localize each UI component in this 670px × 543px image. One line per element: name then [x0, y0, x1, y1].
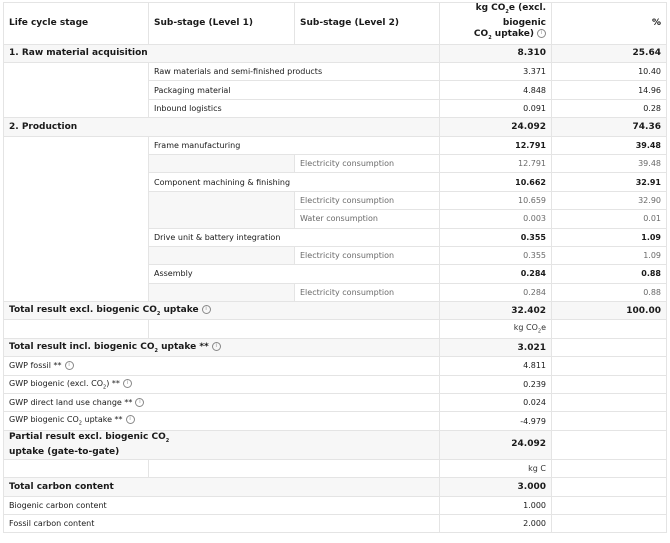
empty-cell [552, 394, 667, 412]
gwp-value: -4.979 [440, 412, 552, 430]
empty-cell [149, 246, 295, 264]
empty-cell [552, 478, 667, 496]
substage-pct: 14.96 [552, 81, 667, 99]
results-table [3, 2, 667, 533]
gwp-label: GWP fossil ** i [4, 357, 440, 375]
level2-value: 0.284 [440, 283, 552, 301]
substage-value: 4.848 [440, 81, 552, 99]
stage-label: 2. Production [4, 118, 440, 136]
empty-cell [4, 459, 149, 477]
info-icon[interactable]: i [65, 361, 74, 370]
gwp-value: 4.811 [440, 357, 552, 375]
empty-cell [552, 514, 667, 532]
substage-value: 10.662 [440, 173, 552, 191]
level2-pct: 0.88 [552, 283, 667, 301]
empty-cell [149, 320, 440, 338]
partial-value: 24.092 [440, 430, 552, 459]
empty-cell [552, 338, 667, 356]
gwp-label: GWP biogenic $CO_2$ uptake ** i [4, 412, 440, 430]
table-row [4, 459, 667, 477]
stage-label: 1. Raw material acquisition [4, 44, 440, 62]
total-incl-label: Total result incl. biogenic $CO_2$ uptake ** i [4, 338, 440, 356]
substage-label: Assembly [149, 265, 440, 283]
unit-label: kg C [440, 459, 552, 477]
info-icon[interactable]: i [202, 305, 211, 314]
gwp-label: GWP direct land use change ** i [4, 394, 440, 412]
total-incl-value: 3.021 [440, 338, 552, 356]
table-row [4, 478, 667, 496]
total-excl-pct: 100.00 [552, 302, 667, 320]
stage-pct: 74.36 [552, 118, 667, 136]
substage-value: 3.371 [440, 62, 552, 80]
substage-pct: 1.09 [552, 228, 667, 246]
substage-label: Inbound logistics [149, 99, 440, 117]
substage-value: 0.355 [440, 228, 552, 246]
table-row [4, 496, 667, 514]
empty-cell [552, 459, 667, 477]
info-icon[interactable]: i [123, 379, 132, 388]
empty-cell [552, 375, 667, 393]
level2-label: Electricity consumption [295, 191, 440, 209]
level2-value: 0.003 [440, 210, 552, 228]
substage-pct: 0.28 [552, 99, 667, 117]
table-row [4, 62, 667, 80]
substage-value: 12.791 [440, 136, 552, 154]
stage-pct: 25.64 [552, 44, 667, 62]
empty-cell [149, 154, 295, 172]
substage-label: Drive unit & battery integration [149, 228, 440, 246]
table-row [4, 320, 667, 338]
level2-pct: 39.48 [552, 154, 667, 172]
col-header-stage: Life cycle stage [4, 3, 149, 45]
substage-label: Packaging material [149, 81, 440, 99]
stage-value: 24.092 [440, 118, 552, 136]
empty-cell [4, 62, 149, 117]
info-icon[interactable]: i [126, 415, 135, 424]
table-row [4, 118, 667, 136]
substage-label: Component machining & finishing [149, 173, 440, 191]
carbon-item-label: Fossil carbon content [4, 514, 440, 532]
table-row [4, 357, 667, 375]
level2-value: 0.355 [440, 246, 552, 264]
carbon-item-value: 1.000 [440, 496, 552, 514]
empty-cell [552, 430, 667, 459]
level2-pct: 1.09 [552, 246, 667, 264]
col-header-pct: % [552, 3, 667, 45]
gwp-label: GWP biogenic (excl. $CO_2$) ** i [4, 375, 440, 393]
substage-label: Raw materials and semi-finished products [149, 62, 440, 80]
table-row [4, 302, 667, 320]
carbon-item-label: Biogenic carbon content [4, 496, 440, 514]
level2-pct: 32.90 [552, 191, 667, 209]
empty-cell [552, 496, 667, 514]
empty-cell [149, 459, 440, 477]
substage-pct: 32.91 [552, 173, 667, 191]
substage-pct: 10.40 [552, 62, 667, 80]
empty-cell [552, 412, 667, 430]
table-row [4, 375, 667, 393]
info-icon[interactable]: i [537, 29, 546, 38]
col-header-sub1: Sub-stage (Level 1) [149, 3, 295, 45]
table-header-row [4, 3, 667, 45]
info-icon[interactable]: i [212, 342, 221, 351]
table-row [4, 514, 667, 532]
level2-value: 12.791 [440, 154, 552, 172]
level2-label: Water consumption [295, 210, 440, 228]
table-row [4, 430, 667, 459]
gwp-value: 0.024 [440, 394, 552, 412]
col-header-kg: kg $CO_2e$ (excl. biogenic $CO_2$ uptake) i [440, 3, 552, 45]
gwp-value: 0.239 [440, 375, 552, 393]
info-icon[interactable]: i [135, 398, 144, 407]
empty-cell [149, 191, 295, 228]
col-header-sub2: Sub-stage (Level 2) [295, 3, 440, 45]
level2-value: 10.659 [440, 191, 552, 209]
partial-label: Partial result excl. biogenic $CO_2$ uptake (gate-to-gate) [4, 430, 440, 459]
carbon-item-value: 2.000 [440, 514, 552, 532]
empty-cell [4, 136, 149, 302]
substage-label: Frame manufacturing [149, 136, 440, 154]
total-excl-value: 32.402 [440, 302, 552, 320]
table-row [4, 412, 667, 430]
carbon-label: Total carbon content [4, 478, 440, 496]
level2-pct: 0.01 [552, 210, 667, 228]
stage-value: 8.310 [440, 44, 552, 62]
substage-value: 0.284 [440, 265, 552, 283]
substage-pct: 39.48 [552, 136, 667, 154]
table-row [4, 338, 667, 356]
unit-label: kg $CO_2e$ [440, 320, 552, 338]
table-row [4, 394, 667, 412]
empty-cell [552, 320, 667, 338]
substage-value: 0.091 [440, 99, 552, 117]
level2-label: Electricity consumption [295, 283, 440, 301]
total-excl-label: Total result excl. biogenic $CO_2$ uptake i [4, 302, 440, 320]
level2-label: Electricity consumption [295, 154, 440, 172]
empty-cell [4, 320, 149, 338]
empty-cell [552, 357, 667, 375]
substage-pct: 0.88 [552, 265, 667, 283]
empty-cell [149, 283, 295, 301]
carbon-value: 3.000 [440, 478, 552, 496]
table-row [4, 136, 667, 154]
table-row [4, 44, 667, 62]
level2-label: Electricity consumption [295, 246, 440, 264]
